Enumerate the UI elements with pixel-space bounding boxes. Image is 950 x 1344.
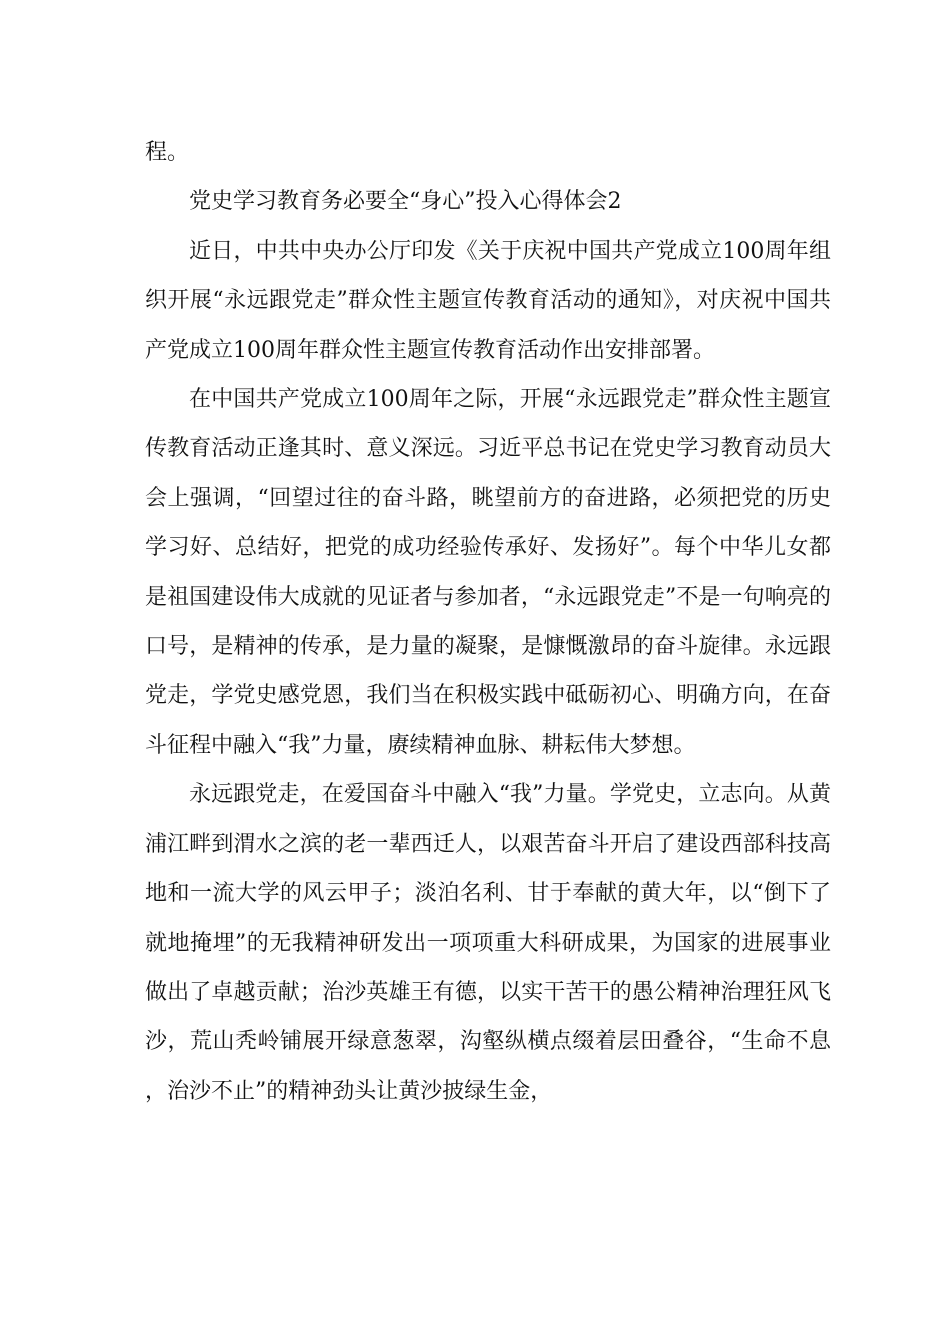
paragraph-patriotic-struggle: 永远跟党走，在爱国奋斗中融入“我”力量。学党史，立志向。从黄浦江畔到渭水之滨的老一辈西迁人，以艰苦奋斗开启了建设西部科技高地和一流大学的风云甲子；淡泊名利、甘于奉献的黄大年，以“倒下了就地掩埋”的无我精神研发出一项项重大科研成果，为国家的进展事业做出了卓越贡献；治沙英雄王有德，以实干苦干的愚公精神治理狂风飞沙，荒山秃岭铺展开绿意葱翠，沟壑纵横点缀着层田叠谷，“生命不息，治沙不止”的精神劲头让黄沙披绿生金，	[145, 782, 831, 1104]
paragraph-notice: 近日，中共中央办公厅印发《关于庆祝中国共产党成立100周年组织开展“永远跟党走”群众性主题宣传教育活动的通知》，对庆祝中国共产党成立100周年群众性主题宣传教育活动作出安排部署。	[145, 238, 831, 363]
section-heading: 党史学习教育务必要全“身心”投入心得体会2	[189, 189, 622, 215]
paragraph-continuation: 程。	[145, 140, 190, 165]
paragraph-significance: 在中国共产党成立100周年之际，开展“永远跟党走”群众性主题宣传教育活动正逢其时、意义深远。习近平总书记在党史学习教育动员大会上强调，“回望过往的奋斗路，眺望前方的奋进路，必须把党的历史学习好、总结好，把党的成功经验传承好、发扬好”。每个中华儿女都是祖国建设伟大成就的见证者与参加者，“永远跟党走”不是一句响亮的口号，是精神的传承，是力量的凝聚，是慷慨激昂的奋斗旋律。永远跟党走，学党史感党恩，我们当在积极实践中砥砺初心、明确方向，在奋斗征程中融入“我”力量，赓续精神血脉、耕耘伟大梦想。	[145, 387, 831, 758]
document-body	[145, 128, 831, 1116]
